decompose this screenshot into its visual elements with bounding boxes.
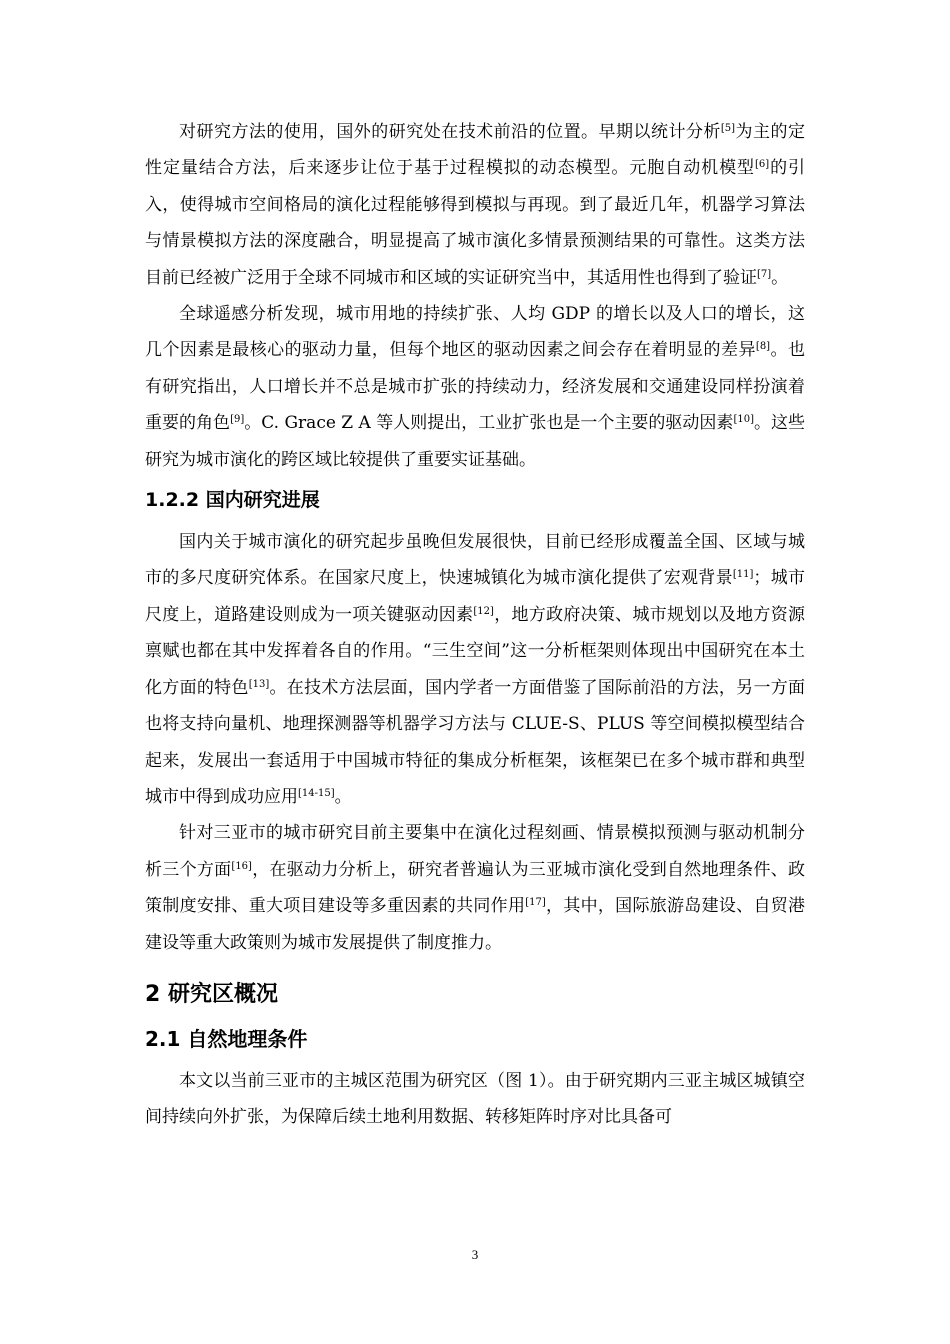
body-paragraph	[145, 524, 805, 815]
body-paragraph	[145, 114, 805, 296]
paragraph-text: ，其中，国际旅游岛建设、自贸港建设等重大政策则为城市发展提供了制度推力。	[145, 896, 806, 953]
study-area-paragraphs	[145, 1063, 805, 1136]
citation-reference: [12]	[473, 605, 494, 617]
citation-reference: [16]	[231, 860, 252, 872]
paragraph-text: 的引入，使得城市空间格局的演化过程能够得到模拟与再现。到了最近几年，机器学习算法与情景模拟方法的深度融合，明显提高了城市演化多情景预测结果的可靠性。这类方法目前已经被广泛用于全球不同城市和区域的实证研究当中，其适用性也得到了验证	[145, 158, 806, 288]
paragraph-text: ，地方政府决策、城市规划以及地方资源禀赋也都在其中发挥着各自的作用。“三生空间”这一分析框架则体现出中国研究在本土化方面的特色	[145, 604, 805, 698]
page-content	[145, 114, 805, 1136]
paragraph-text: 。C. Grace Z A 等人则提出，工业扩张也是一个主要的驱动因素	[244, 413, 734, 434]
citation-reference: [9]	[230, 414, 245, 426]
paragraph-text: ；城市尺度上，道路建设则成为一项关键驱动因素	[145, 568, 806, 625]
citation-reference: [13]	[248, 678, 270, 690]
section-heading-1-2-2: 1.2.2 国内研究进展	[145, 489, 320, 512]
section-heading-2-1: 2.1 自然地理条件	[145, 1026, 308, 1051]
domestic-research-paragraphs	[145, 524, 805, 961]
paragraph-text: 。这些研究为城市演化的跨区域比较提供了重要实证基础。	[145, 413, 806, 470]
citation-reference: [7]	[757, 268, 772, 280]
paragraph-text: 针对三亚市的城市研究目前主要集中在演化过程刻画、情景模拟预测与驱动机制分析三个方面	[145, 823, 805, 880]
paragraph-text: 本文以当前三亚市的主城区范围为研究区（图 1）。由于研究期内三亚主城区城镇空间持续向外扩张，为保障后续土地利用数据、转移矩阵时序对比具备可	[145, 1070, 805, 1128]
paragraph-text: 全球遥感分析发现，城市用地的持续扩张、人均 GDP 的增长以及人口的增长，这几个因素是最核心的驱动力量，但每个地区的驱动因素之间会存在着明显的差异	[145, 304, 805, 361]
paragraph-text: 为主的定性定量结合方法，后来逐步让位于基于过程模拟的动态模型。元胞自动机模型	[145, 122, 806, 179]
citation-reference: [17]	[525, 897, 546, 909]
paragraph-text: 。	[334, 786, 352, 807]
page-number: 3	[471, 1247, 479, 1262]
paragraph-text: 国内关于城市演化的研究起步虽晚但发展很快，目前已经形成覆盖全国、区域与城市的多尺度研究体系。在国家尺度上，快速城镇化为城市演化提供了宏观背景	[145, 532, 805, 589]
intro-paragraphs	[145, 114, 805, 478]
citation-reference: [5]	[720, 123, 736, 134]
citation-reference: [11]	[732, 569, 754, 581]
paragraph-text: 。	[771, 267, 789, 288]
paragraph-text: 。也有研究指出，人口增长并不总是城市扩张的持续动力，经济发展和交通建设同样扮演着重要的角色	[145, 340, 806, 434]
chapter-heading-2: 2 研究区概况	[145, 981, 278, 1007]
paragraph-text: ，在驱动力分析上，研究者普遍认为三亚城市演化受到自然地理条件、政策制度安排、重大项目建设等多重因素的共同作用	[145, 859, 806, 917]
citation-reference: [14-15]	[298, 787, 335, 799]
citation-reference: [10]	[733, 414, 754, 426]
paragraph-text: 对研究方法的使用，国外的研究处在技术前沿的位置。早期以统计分析	[179, 122, 721, 142]
body-paragraph	[145, 815, 805, 961]
paragraph-text: 。在技术方法层面，国内学者一方面借鉴了国际前沿的方法，另一方面也将支持向量机、地理探测器等机器学习方法与 CLUE-S、PLUS 等空间模拟模型结合起来，发展出一套适用于中国城市特征的集成分析框架，该框架已在多个城市群和典型城市中得到成功应用	[145, 677, 806, 807]
body-paragraph	[145, 296, 805, 478]
citation-reference: [8]	[755, 341, 771, 353]
body-paragraph	[145, 1063, 805, 1136]
citation-reference: [6]	[754, 159, 770, 171]
